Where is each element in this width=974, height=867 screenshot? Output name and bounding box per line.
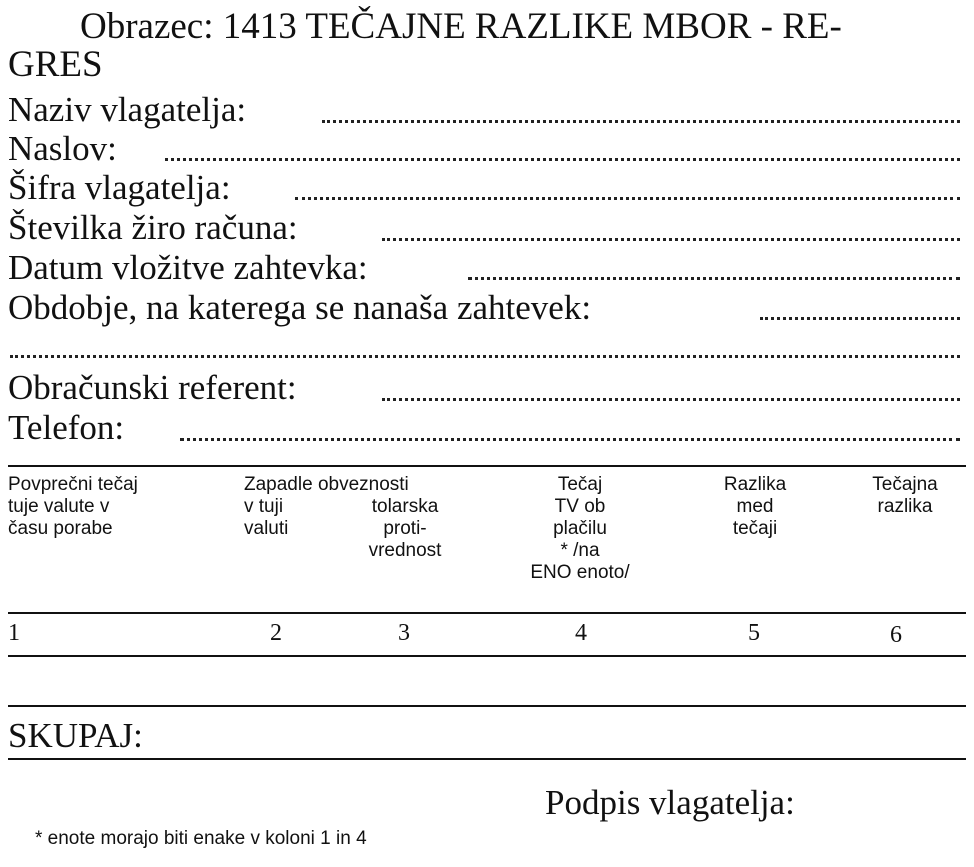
col3-header: tolarska proti- vrednost: [368, 496, 442, 561]
col2-number: 2: [270, 620, 282, 646]
signature-label: Podpis vlagatelja:: [545, 783, 795, 822]
field-line-applicant-code[interactable]: [295, 197, 960, 200]
totals-label: SKUPAJ:: [8, 716, 143, 755]
field-label-accountant: Obračunski referent:: [8, 368, 297, 407]
field-line-applicant-name[interactable]: [322, 120, 960, 123]
col2-header: v tuji valuti: [244, 496, 289, 539]
footnote: * enote morajo biti enake v koloni 1 in 4: [35, 828, 367, 849]
col3-number: 3: [398, 620, 410, 646]
field-label-period: Obdobje, na katerega se nanaša zahtevek:: [8, 288, 592, 327]
form-title-line2: GRES: [8, 44, 103, 85]
col1-header: Povprečni tečaj tuje valute v času porabe: [8, 474, 138, 539]
table-row-rule: [8, 705, 966, 707]
field-label-account-number: Številka žiro računa:: [8, 208, 298, 247]
field-line-accountant[interactable]: [382, 398, 960, 401]
col4-number: 4: [575, 620, 587, 646]
field-label-phone: Telefon:: [8, 408, 125, 447]
col6-number: 6: [890, 622, 902, 648]
field-label-applicant-name: Naziv vlagatelja:: [8, 90, 247, 129]
col6-header: Tečajna razlika: [872, 474, 938, 517]
field-line-period-cont[interactable]: [10, 355, 960, 358]
field-line-submission-date[interactable]: [468, 277, 960, 280]
field-label-applicant-code: Šifra vlagatelja:: [8, 168, 231, 207]
col4-header: Tečaj TV ob plačilu * /na ENO enoto/: [530, 474, 630, 583]
table-row-rule: [8, 655, 966, 657]
field-line-account-number[interactable]: [382, 238, 960, 241]
col5-header: Razlika med tečaji: [723, 474, 787, 539]
totals-rule: [8, 758, 966, 760]
form-title-line1: Obrazec: 1413 TEČAJNE RAZLIKE MBOR - RE-: [80, 6, 842, 47]
table-top-rule: [8, 465, 966, 467]
field-line-period[interactable]: [760, 317, 960, 320]
group-header: Zapadle obveznosti: [244, 474, 409, 495]
col1-number: 1: [8, 620, 20, 646]
table-header-rule: [8, 612, 966, 614]
field-label-address: Naslov:: [8, 129, 117, 168]
field-line-address[interactable]: [165, 158, 960, 161]
field-label-submission-date: Datum vložitve zahtevka:: [8, 248, 368, 287]
field-line-phone[interactable]: [180, 438, 960, 441]
col5-number: 5: [748, 620, 760, 646]
